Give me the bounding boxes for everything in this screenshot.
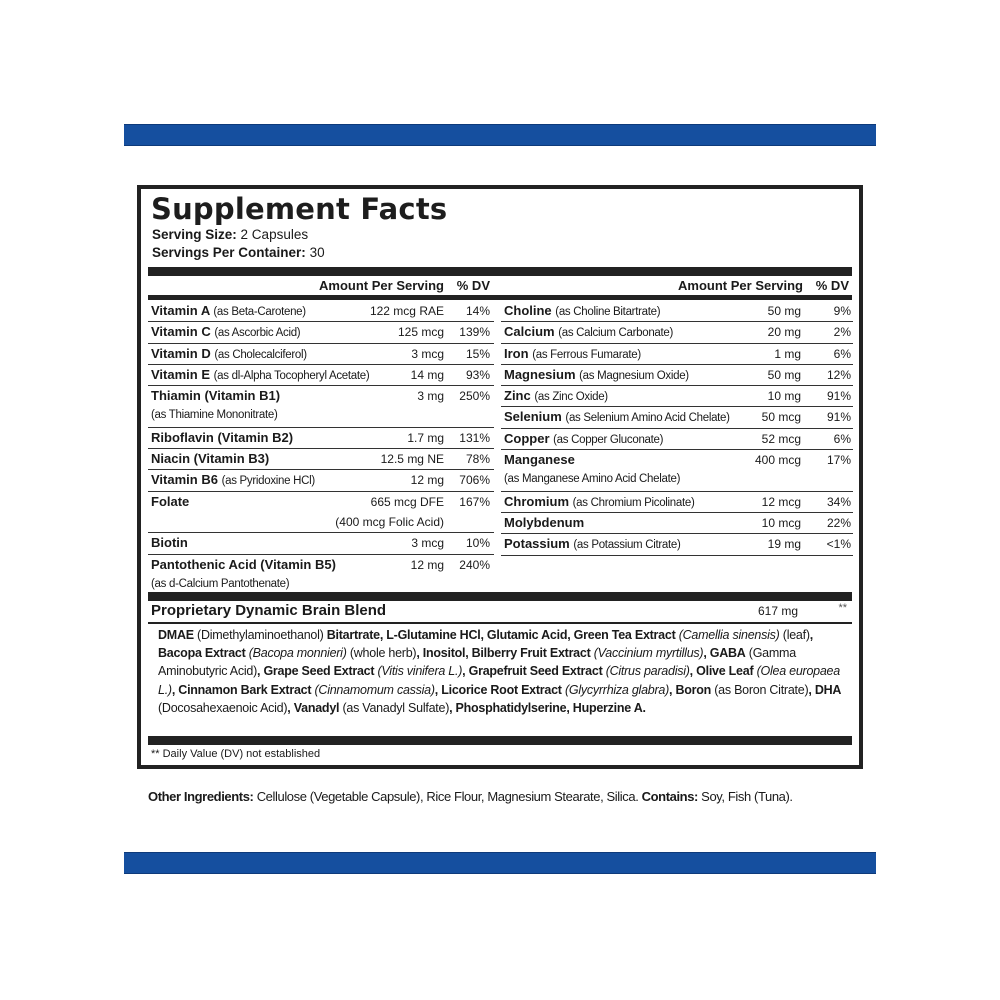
ingredient-segment: (Glycyrrhiza glabra) — [561, 682, 670, 697]
nutrient-row — [148, 533, 494, 554]
nutrient-amount: 3 mcg — [411, 536, 444, 551]
nutrient-dv: 10% — [465, 536, 490, 551]
nutrient-amount: 14 mg — [410, 367, 444, 382]
nutrient-name: Copper (as Copper Gluconate) — [504, 430, 664, 446]
ingredient-segment: , Vanadyl — [287, 700, 340, 715]
other-ingredients-text: Cellulose (Vegetable Capsule), Rice Flour, Magnesium Stearate, Silica. — [253, 789, 642, 804]
nutrient-row — [501, 301, 853, 322]
nutrient-name: Manganese — [504, 452, 575, 468]
nutrient-name: Vitamin A (as Beta-Carotene) — [151, 303, 306, 318]
ingredient-segment: (as Vanadyl Sulfate) — [339, 700, 450, 715]
nutrient-amount: 12 mg — [410, 557, 444, 572]
nutrient-name: Potassium (as Potassium Citrate) — [504, 536, 681, 552]
ingredient-segment: , Bacopa Extract — [158, 628, 813, 661]
nutrient-dv: 91% — [826, 389, 851, 404]
nutrient-amount: 19 mg — [767, 537, 801, 552]
servings-per-container-label: Servings Per Container: — [152, 245, 306, 260]
ingredient-segment: Bitartrate, L-Glutamine HCl, Glutamic Acid, Green Tea Extract — [326, 628, 676, 642]
nutrient-row — [501, 492, 853, 513]
ingredient-segment: , Grape Seed Extract — [257, 664, 375, 679]
nutrient-amount: 400 mcg — [754, 453, 801, 468]
blend-ingredients — [158, 626, 845, 717]
nutrient-dv: 706% — [459, 473, 490, 488]
nutrient-name: Niacin (Vitamin B3) — [151, 451, 270, 467]
nutrient-source: (as Calcium Carbonate) — [558, 327, 674, 340]
column-header-divider — [148, 295, 852, 300]
nutrient-amount: 12 mg — [410, 473, 444, 488]
nutrient-name: Selenium (as Selenium Amino Acid Chelate) — [504, 409, 730, 425]
blend-divider — [148, 592, 852, 601]
nutrient-dv: 131% — [459, 430, 490, 445]
nutrient-dv: 34% — [826, 494, 851, 509]
ingredient-segment: (leaf) — [779, 628, 810, 642]
nutrient-name: Magnesium (as Magnesium Oxide) — [504, 366, 689, 382]
nutrient-source: (as Pyridoxine HCl) — [221, 475, 315, 488]
nutrient-name: Riboflavin (Vitamin B2) — [151, 429, 294, 445]
nutrient-source: (as Thiamine Mononitrate) — [151, 409, 278, 422]
footnote-divider — [148, 736, 852, 745]
nutrient-dv: 139% — [459, 325, 490, 340]
servings-per-container — [152, 245, 325, 260]
top-blue-band — [124, 124, 876, 146]
nutrient-name: Folate — [151, 493, 190, 509]
nutrient-name: Molybdenum — [504, 514, 585, 530]
nutrient-row — [148, 365, 494, 386]
nutrient-name: Biotin — [151, 535, 188, 551]
ingredient-segment: (Cinnamomum cassia) — [311, 682, 435, 697]
nutrient-row — [501, 365, 853, 386]
nutrient-row — [148, 555, 494, 597]
contains-label: Contains: — [641, 789, 698, 804]
nutrient-amount: 50 mcg — [761, 410, 801, 425]
header-divider — [148, 267, 852, 276]
nutrient-amount: 1 mg — [774, 346, 801, 361]
nutrient-name: Vitamin C (as Ascorbic Acid) — [151, 324, 301, 340]
nutrient-dv: 78% — [465, 452, 490, 467]
nutrient-row — [501, 513, 853, 534]
right-column-header — [501, 276, 853, 295]
ingredient-segment: , Olive Leaf — [689, 664, 754, 679]
nutrient-amount: 50 mg — [767, 304, 801, 318]
nutrient-source: (as Ferrous Fumarate) — [532, 348, 641, 361]
nutrient-dv: 2% — [833, 325, 851, 340]
ingredient-segment: (Vitis vinifera L.) — [374, 664, 463, 679]
nutrient-source: (as Selenium Amino Acid Chelate) — [565, 412, 730, 425]
ingredient-segment: , Licorice Root Extract — [434, 682, 562, 697]
nutrient-row — [148, 449, 494, 470]
contains-text: Soy, Fish (Tuna). — [697, 789, 793, 804]
nutrient-amount: 50 mg — [767, 367, 801, 382]
nutrient-row — [148, 428, 494, 449]
panel-title: Supplement Facts — [151, 192, 448, 226]
nutrient-name: Choline (as Choline Bitartrate) — [504, 303, 661, 318]
amount-header: Amount Per Serving — [678, 278, 803, 293]
footnote: ** Daily Value (DV) not established — [151, 748, 321, 760]
nutrient-row — [501, 429, 853, 450]
nutrient-amount: 10 mcg — [761, 515, 801, 530]
ingredient-segment: (Vaccinium myrtillus) — [590, 646, 704, 661]
nutrient-source: (as Chromium Picolinate) — [572, 496, 695, 509]
nutrient-dv: 6% — [833, 431, 851, 446]
nutrient-row — [148, 301, 494, 322]
nutrient-row — [501, 344, 853, 365]
nutrient-row — [501, 407, 853, 428]
ingredient-segment: (Docosahexaenoic Acid) — [158, 700, 288, 715]
ingredient-segment: (as Boron Citrate) — [711, 682, 809, 697]
nutrient-row — [501, 386, 853, 407]
nutrient-amount: 20 mg — [767, 325, 801, 340]
nutrient-source: (as d-Calcium Pantothenate) — [151, 577, 290, 590]
supplement-facts-panel — [137, 185, 863, 769]
nutrient-amount: 12.5 mg NE — [380, 452, 444, 467]
nutrient-dv: 14% — [465, 304, 490, 318]
nutrient-name: Chromium (as Chromium Picolinate) — [504, 493, 695, 509]
dv-header: % DV — [456, 278, 490, 293]
ingredient-segment: , Inositol, Bilberry Fruit Extract — [416, 646, 591, 661]
nutrient-source: (as Manganese Amino Acid Chelate) — [504, 473, 681, 486]
nutrient-amount: 12 mcg — [761, 494, 801, 509]
ingredient-segment: (Bacopa monnieri) — [245, 646, 347, 661]
nutrient-source: (as Choline Bitartrate) — [555, 306, 661, 318]
nutrient-name: Thiamin (Vitamin B1) — [151, 388, 281, 404]
ingredient-segment: , Boron — [669, 682, 712, 697]
nutrient-name: Iron (as Ferrous Fumarate) — [504, 345, 641, 361]
serving-size-value: 2 Capsules — [240, 227, 309, 242]
nutrient-dv: 15% — [465, 346, 490, 361]
nutrient-amount: 122 mcg RAE — [369, 304, 444, 318]
left-column-header — [148, 276, 494, 295]
nutrient-dv: 9% — [833, 304, 851, 318]
blend-dv: ** — [838, 602, 847, 614]
nutrient-dv: 17% — [826, 453, 851, 468]
nutrient-source: (as Beta-Carotene) — [213, 306, 306, 318]
nutrient-name: Vitamin B6 (as Pyridoxine HCl) — [151, 472, 315, 488]
nutrient-amount: 3 mg — [417, 389, 444, 404]
nutrient-dv: 91% — [826, 410, 851, 425]
ingredient-segment: , Grapefruit Seed Extract — [462, 664, 603, 679]
ingredient-segment: , Phosphatidylserine, Huperzine A. — [449, 700, 646, 715]
nutrient-row — [148, 470, 494, 491]
nutrient-source: (as Ascorbic Acid) — [214, 327, 301, 340]
nutrient-dv: 93% — [465, 367, 490, 382]
ingredient-segment: (Olea europaea L.) — [158, 664, 840, 697]
nutrient-source: (as Zinc Oxide) — [534, 391, 608, 404]
ingredient-segment: (whole herb) — [346, 646, 417, 661]
left-nutrient-rows — [148, 301, 494, 596]
other-ingredients-label: Other Ingredients: — [148, 789, 254, 804]
nutrient-amount-note: (400 mcg Folic Acid) — [335, 514, 444, 529]
serving-size-label: Serving Size: — [152, 227, 237, 242]
nutrient-source: (as Magnesium Oxide) — [579, 369, 689, 382]
nutrient-source: (as Cholecalciferol) — [214, 348, 307, 361]
nutrient-row — [148, 386, 494, 428]
dv-header: % DV — [815, 278, 849, 293]
right-nutrient-rows — [501, 301, 853, 556]
servings-per-container-value: 30 — [309, 245, 325, 260]
nutrient-source: (as Copper Gluconate) — [553, 433, 664, 446]
nutrient-dv: 12% — [826, 367, 851, 382]
ingredient-segment: (Gamma Aminobutyric Acid) — [158, 646, 796, 679]
nutrient-amount: 1.7 mg — [407, 430, 444, 445]
nutrient-name: Pantothenic Acid (Vitamin B5) — [151, 556, 336, 572]
nutrient-row — [148, 492, 494, 534]
nutrient-row — [501, 450, 853, 492]
other-ingredients — [148, 789, 793, 804]
nutrient-name: Zinc (as Zinc Oxide) — [504, 388, 608, 404]
nutrient-name: Vitamin D (as Cholecalciferol) — [151, 345, 307, 361]
right-nutrient-column — [501, 276, 853, 552]
serving-size — [152, 227, 308, 242]
bottom-blue-band — [124, 852, 876, 874]
nutrient-dv: 167% — [459, 494, 490, 509]
nutrient-dv: 240% — [459, 557, 490, 572]
ingredient-segment: (Dimethylaminoethanol) — [193, 628, 327, 642]
nutrient-name: Calcium (as Calcium Carbonate) — [504, 324, 674, 340]
ingredient-segment: (Citrus paradisi) — [602, 664, 690, 679]
nutrient-row — [148, 344, 494, 365]
nutrient-row — [148, 322, 494, 343]
nutrient-amount: 665 mcg DFE — [370, 494, 444, 509]
nutrient-dv: 22% — [826, 515, 851, 530]
nutrient-amount: 125 mcg — [397, 325, 444, 340]
nutrient-dv: 6% — [833, 346, 851, 361]
left-nutrient-column — [148, 276, 494, 590]
nutrient-name: Vitamin E (as dl-Alpha Tocopheryl Acetate) — [151, 366, 370, 382]
ingredient-segment: , GABA — [703, 646, 746, 661]
ingredient-segment: DMAE — [158, 628, 194, 642]
nutrient-dv: 250% — [459, 389, 490, 404]
nutrient-amount: 52 mcg — [761, 431, 801, 446]
blend-rule — [148, 622, 852, 624]
nutrient-source: (as dl-Alpha Tocopheryl Acetate) — [213, 369, 370, 382]
ingredient-segment: (Camellia sinensis) — [675, 628, 780, 642]
blend-title: Proprietary Dynamic Brain Blend — [151, 602, 387, 619]
nutrient-amount: 10 mg — [767, 389, 801, 404]
nutrient-row — [501, 322, 853, 343]
nutrient-source: (as Potassium Citrate) — [573, 539, 681, 552]
ingredient-segment: , DHA — [808, 682, 842, 697]
nutrient-dv: <1% — [826, 537, 851, 552]
amount-header: Amount Per Serving — [319, 278, 444, 293]
nutrient-row — [501, 534, 853, 555]
ingredient-segment: , Cinnamon Bark Extract — [171, 682, 312, 697]
nutrient-amount: 3 mcg — [411, 346, 444, 361]
blend-amount: 617 mg — [758, 604, 799, 618]
